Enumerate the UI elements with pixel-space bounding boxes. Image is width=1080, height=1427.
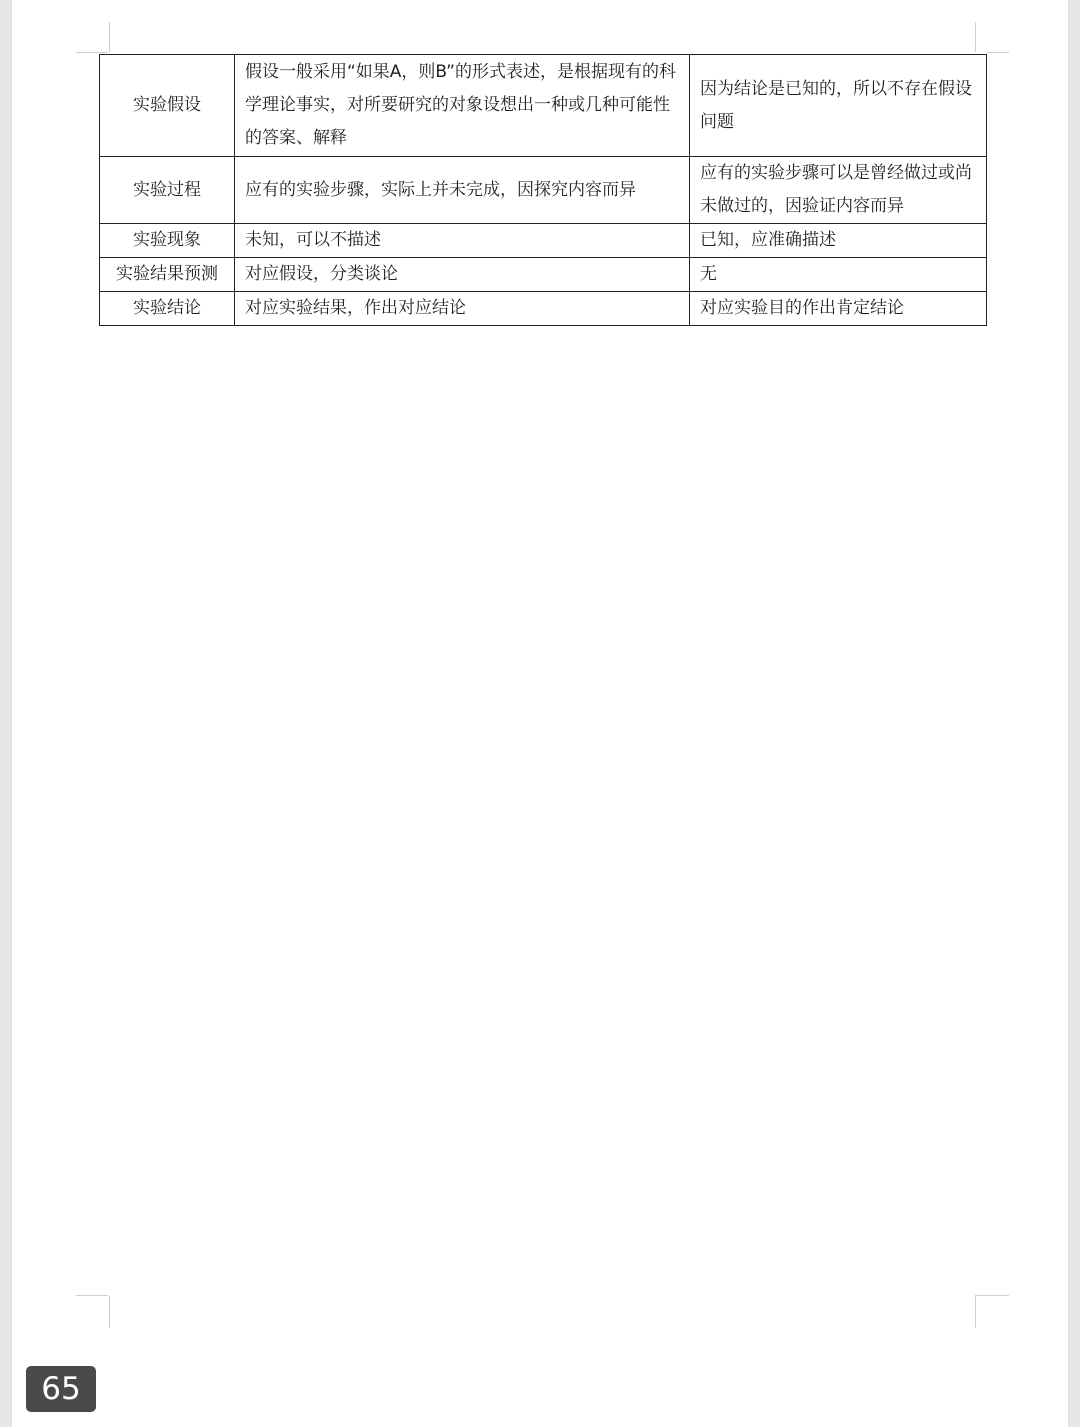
crop-mark-bottom-right-h	[975, 1295, 1009, 1296]
table-cell: 应有的实验步骤，实际上并未完成，因探究内容而异	[235, 157, 690, 224]
crop-mark-bottom-left-h	[76, 1295, 108, 1296]
row-label-cell: 实验过程	[100, 157, 235, 224]
crop-mark-top-left-v	[109, 22, 110, 52]
table-row	[100, 292, 987, 326]
table-cell: 对应实验结果，作出对应结论	[235, 292, 690, 326]
table-cell: 未知，可以不描述	[235, 224, 690, 258]
crop-mark-bottom-left-v	[109, 1296, 110, 1328]
crop-mark-top-right-v	[975, 22, 976, 52]
table-cell: 无	[690, 258, 987, 292]
page-number-badge: 65	[26, 1366, 96, 1412]
table-cell: 对应假设，分类谈论	[235, 258, 690, 292]
table-cell: 假设一般采用“如果A，则B”的形式表述，是根据现有的科学理论事实，对所要研究的对象设想出一种或几种可能性的答案、解释	[235, 55, 690, 157]
row-label-cell: 实验现象	[100, 224, 235, 258]
table-cell: 对应实验目的作出肯定结论	[690, 292, 987, 326]
crop-mark-top-right-h	[987, 52, 1009, 53]
table-row	[100, 55, 987, 157]
table-cell: 已知，应准确描述	[690, 224, 987, 258]
row-label-cell: 实验结果预测	[100, 258, 235, 292]
row-label-cell: 实验假设	[100, 55, 235, 157]
table-cell: 应有的实验步骤可以是曾经做过或尚未做过的，因验证内容而异	[690, 157, 987, 224]
table-row	[100, 258, 987, 292]
table-row	[100, 157, 987, 224]
table-cell: 因为结论是已知的，所以不存在假设问题	[690, 55, 987, 157]
table-row	[100, 224, 987, 258]
row-label-cell: 实验结论	[100, 292, 235, 326]
crop-mark-top-left-h	[76, 52, 108, 53]
comparison-table	[99, 54, 987, 326]
crop-mark-bottom-right-v	[975, 1296, 976, 1328]
